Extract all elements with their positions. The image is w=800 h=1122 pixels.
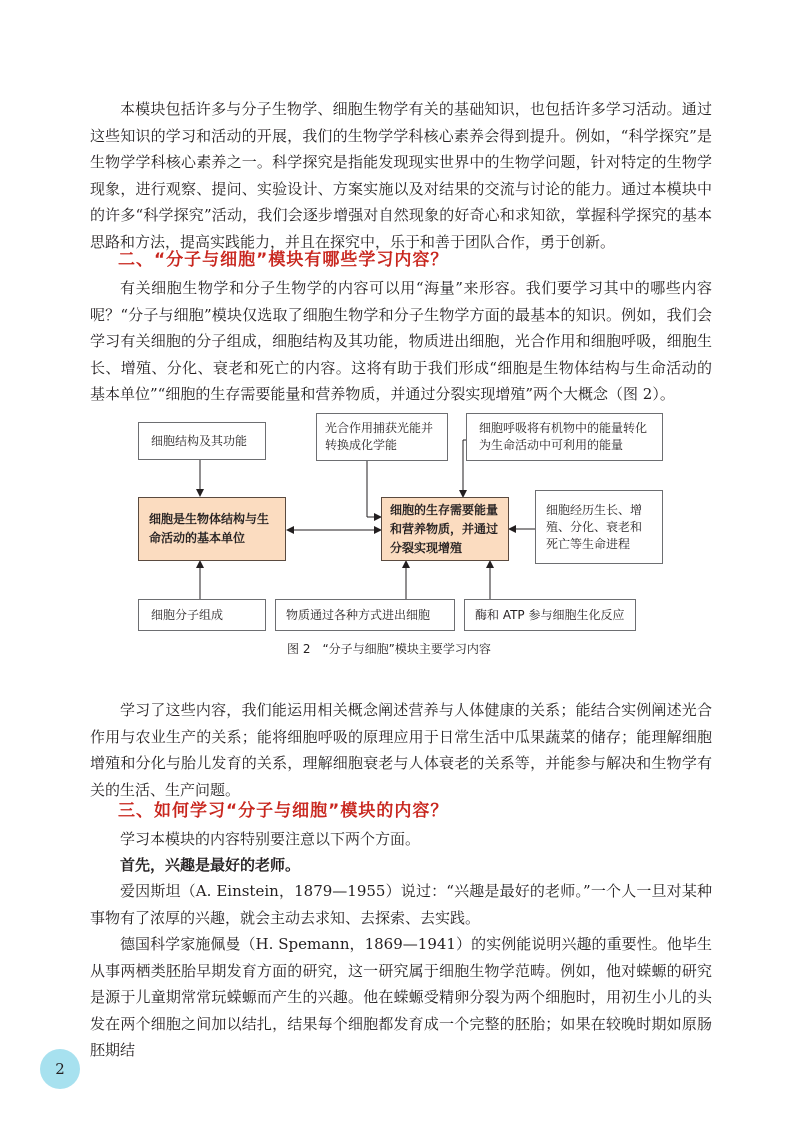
section3-spemann-paragraph: 德国科学家施佩曼（H. Spemann，1869—1941）的实例能说明兴趣的重要性。他毕生从事两栖类胚胎早期发育方面的研究，这一研究属于细胞生物学范畴。例如，他对蝾螈的研究是源于儿童期常常玩蝾螈而产生的兴趣。他在蝾螈受精卵分裂为两个细胞时，用初生小儿的头发在两个细胞之间加以结扎，结果每个细胞都发育成一个完整的胚胎；如果在较晚时期如原肠胚期结 [90,935,712,1059]
box-material-transport-label: 物质通过各种方式进出细胞 [286,607,431,622]
section3-bold-line: 首先，兴趣是最好的老师。 [120,856,301,874]
core-concept-right [381,497,509,561]
box-molecular-composition [138,599,266,631]
box-photosynthesis [316,413,448,461]
page-number: 2 [55,1060,65,1078]
box-cell-structure-label: 细胞结构及其功能 [151,433,248,448]
page-number-badge [40,1049,80,1089]
box-molecular-composition-label: 细胞分子组成 [151,607,224,622]
figure-caption: 图 2 “分子与细胞”模块主要学习内容 [287,642,491,656]
box-photosynthesis-label: 光合作用捕获光能并转换成化学能 [325,421,434,452]
box-cell-structure [138,422,266,460]
section3-heading: 三、如何学习“分子与细胞”模块的内容？ [118,801,449,821]
core-concept-left [138,497,286,561]
core-concept-right-label: 细胞的生存需要能量和营养物质，并通过分裂实现增殖 [390,502,499,555]
section2-paragraph: 有关细胞生物学和分子生物学的内容可以用“海量”来形容。我们要学习其中的哪些内容呢？“分子与细胞”模块仅选取了细胞生物学和分子生物学方面的最基本的知识。例如，我们会学习有关细胞的分子组成，细胞结构及其功能，物质进出细胞，光合作用和细胞呼吸，细胞生长、增殖、分化、衰老和死亡的内容。这将有助于我们形成“细胞是生物体结构与生命活动的基本单位”“细胞的生存需要能量和营养物质，并通过分裂实现增殖”两个大概念（图 2）。 [90,279,712,403]
after-diagram-paragraph: 学习了这些内容，我们能运用相关概念阐述营养与人体健康的关系；能结合实例阐述光合作用与农业生产的关系；能将细胞呼吸的原理应用于日常生活中瓜果蔬菜的储存；能理解细胞增殖和分化与胎儿发育的关系，理解细胞衰老与人体衰老的关系等，并能参与解决和生物学有关的生活、生产问题。 [90,701,712,799]
box-cell-lifecycle [535,490,663,564]
core-concept-left-label: 细胞是生物体结构与生命活动的基本单位 [149,512,270,545]
box-enzyme-atp [464,599,636,631]
box-respiration [466,413,663,461]
box-cell-lifecycle-label: 细胞经历生长、增殖、分化、衰老和死亡等生命进程 [546,502,643,551]
intro-paragraph: 本模块包括许多与分子生物学、细胞生物学有关的基础知识，也包括许多学习活动。通过这些知识的学习和活动的开展，我们的生物学学科核心素养会得到提升。例如，“科学探究”是生物学学科核心素养之一。科学探究是指能发现现实世界中的生物学问题，针对特定的生物学现象，进行观察、提问、实验设计、方案实施以及对结果的交流与讨论的能力。通过本模块中的许多“科学探究”活动，我们会逐步增强对自然现象的好奇心和求知欲，掌握科学探究的基本思路和方法，提高实践能力，并且在探究中，乐于和善于团队合作，勇于创新。 [90,100,712,251]
section2-heading: 二、“分子与细胞”模块有哪些学习内容？ [118,250,449,270]
box-respiration-label: 细胞呼吸将有机物中的能量转化为生命活动中可利用的能量 [479,421,648,452]
section3-intro: 学习本模块的内容特别要注意以下两个方面。 [120,830,421,848]
box-material-transport [275,599,455,631]
box-enzyme-atp-label: 酶和 ATP 参与细胞生化反应 [475,607,625,622]
section3-einstein-paragraph: 爱因斯坦（A. Einstein，1879—1955）说过：“兴趣是最好的老师。”一个人一旦对某种事物有了浓厚的兴趣，就会主动去求知、去探索、去实践。 [90,882,712,927]
concept-diagram [138,413,666,631]
